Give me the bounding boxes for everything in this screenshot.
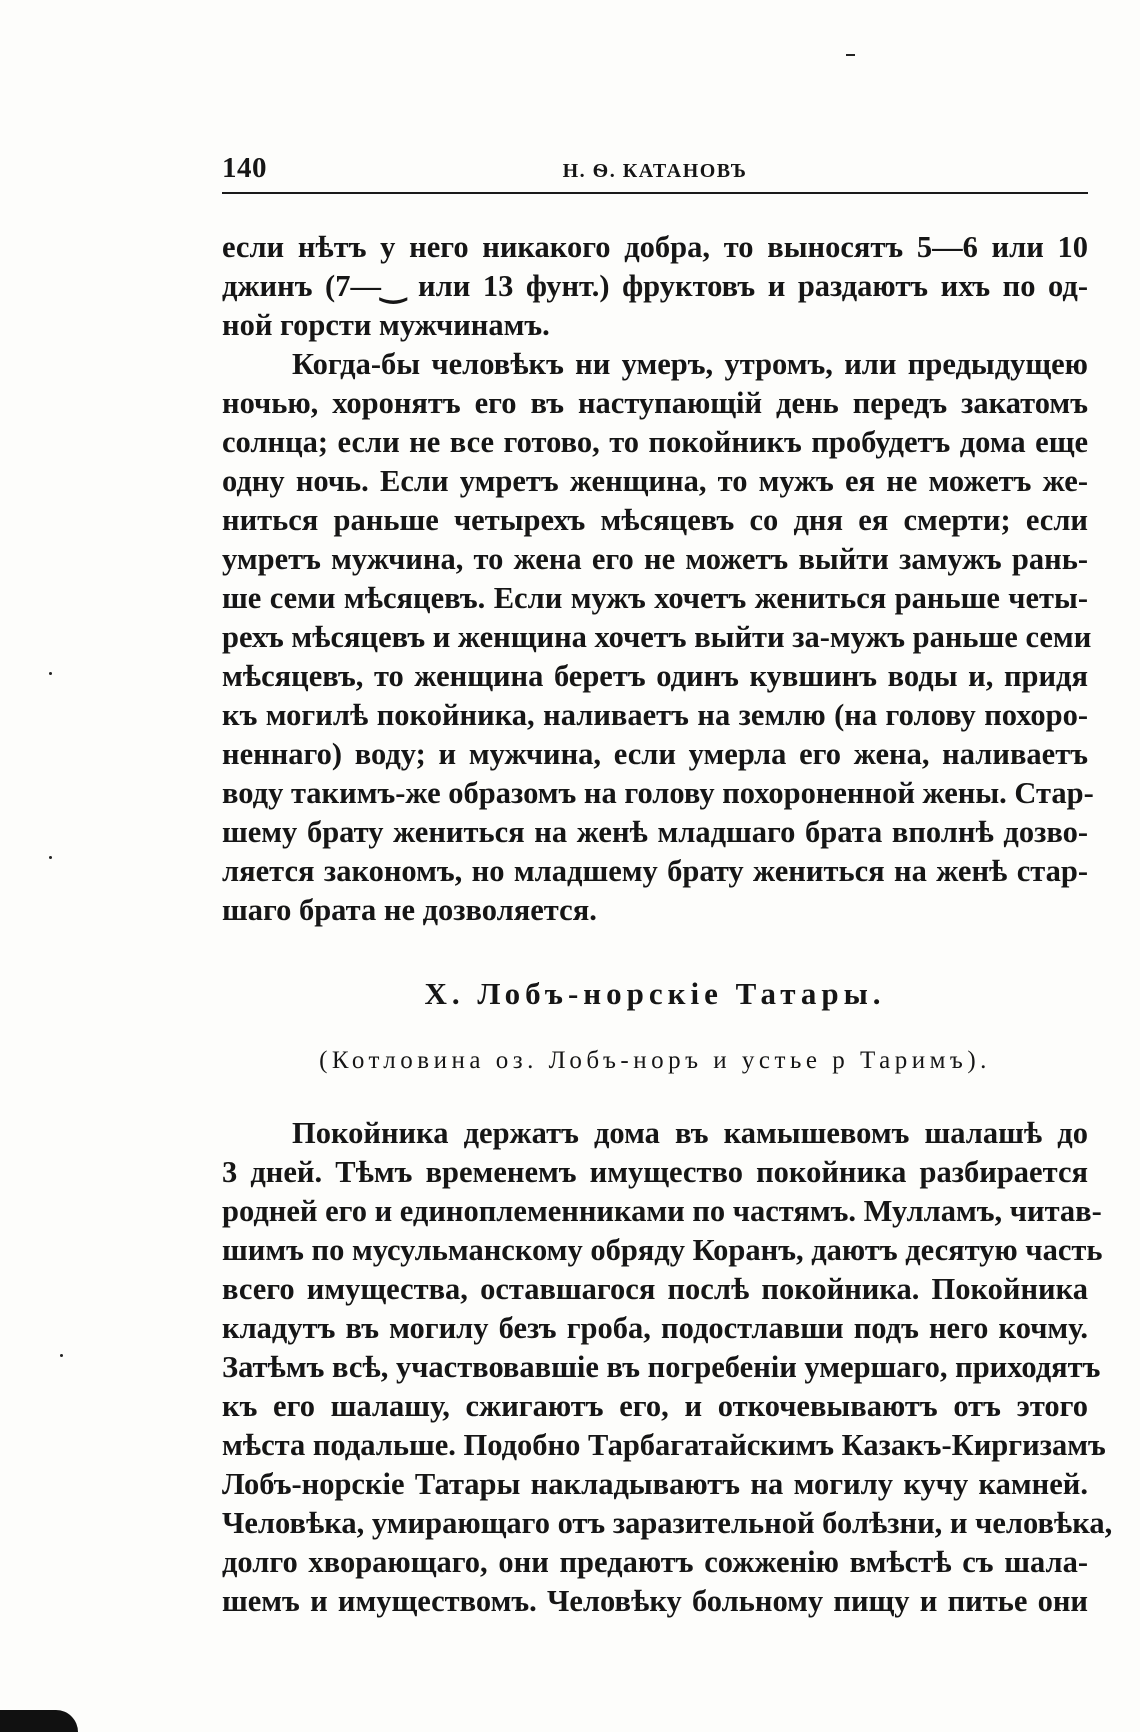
text-line: неннаго) воду; и мужчина, если умерла его жена, наливаетъ [222, 737, 1088, 771]
text-line: ночью, хоронятъ его въ наступающій день передъ закатомъ [222, 386, 1088, 420]
book-page [222, 150, 1113, 1621]
scan-speck [49, 672, 52, 675]
scan-speck [60, 1354, 63, 1357]
text-line: ниться раньше четырехъ мѣсяцевъ со дня ея смерти; если [222, 503, 1088, 537]
text-line: шимъ по мусульманскому обряду Коранъ, даютъ десятую часть [222, 1233, 1103, 1267]
text-line: шему брату жениться на женѣ младшаго брата вполнѣ дозво- [222, 815, 1088, 849]
text-line: Лобъ-норскіе Татары накладываютъ на могилу кучу камней. [222, 1467, 1088, 1501]
text-line: одну ночь. Если умретъ женщина, то мужъ ея не можетъ же- [222, 464, 1088, 498]
text-line: къ могилѣ покойника, наливаетъ на землю (на голову похоро- [222, 698, 1088, 732]
text-line: 3 дней. Тѣмъ временемъ имущество покойника разбирается [222, 1155, 1088, 1189]
text-line: если нѣтъ у него никакого добра, то выносятъ 5—6 или 10 [222, 230, 1088, 264]
text-line: шаго брата не дозволяется. [222, 893, 597, 927]
scan-speck [49, 856, 52, 859]
paragraph [222, 345, 1094, 930]
text-line: умретъ мужчина, то жена его не можетъ выйти замужъ рань- [222, 542, 1088, 576]
running-title: Н. Ѳ. КАТАНОВЪ [562, 160, 748, 182]
text-line: джинъ (7—‿ или 13 фунт.) фруктовъ и раздаютъ ихъ по од- [222, 269, 1088, 303]
text-line: Человѣка, умирающаго отъ заразительной болѣзни, и человѣка, [222, 1506, 1113, 1540]
paragraph-continued [222, 228, 1088, 345]
text-line: Затѣмъ всѣ, участвовавшіе въ погребеніи умершаго, приходятъ [222, 1350, 1101, 1384]
section-title: X. Лобъ-норскіе Татары. [424, 976, 886, 1011]
text-line: Когда-бы человѣкъ ни умеръ, утромъ, или предыдущею [292, 347, 1088, 381]
text-line: всего имущества, оставшагося послѣ покойника. Покойника [222, 1272, 1088, 1306]
text-line: кладутъ въ могилу безъ гроба, подостлавши подъ него кочму. [222, 1311, 1088, 1345]
text-line: долго хворающаго, они предаютъ сожженію вмѣстѣ съ шала- [222, 1545, 1088, 1579]
body-text [222, 228, 1113, 1621]
text-line: мѣсяцевъ, то женщина беретъ одинъ кувшинъ воды и, придя [222, 659, 1088, 693]
text-line: ной горсти мужчинамъ. [222, 308, 550, 342]
text-line: шемъ и имуществомъ. Человѣку больному пищу и питье они [222, 1584, 1088, 1618]
scan-speck [846, 54, 855, 56]
section-subtitle: (Котловина оз. Лобъ-норъ и устье р Таримъ). [319, 1047, 991, 1074]
text-line: мѣста подальше. Подобно Тарбагатайскимъ Казакъ-Киргизамъ [222, 1428, 1106, 1462]
text-line: родней его и единоплеменниками по частямъ. Мулламъ, читав- [222, 1194, 1102, 1228]
text-line: ше семи мѣсяцевъ. Если мужъ хочетъ жениться раньше четы- [222, 581, 1088, 615]
text-line: къ его шалашу, сжигаютъ его, и откочевываютъ отъ этого [222, 1389, 1088, 1423]
scan-blot [0, 1710, 78, 1732]
running-head [222, 150, 1088, 194]
text-line: ляется закономъ, но младшему брату жениться на женѣ стар- [222, 854, 1088, 888]
text-line: солнца; если не все готово, то покойникъ пробудетъ дома еще [222, 425, 1088, 459]
text-line: Покойника держатъ дома въ камышевомъ шалашѣ до [292, 1116, 1088, 1150]
text-line: рехъ мѣсяцевъ и женщина хочетъ выйти за-мужъ раньше семи [222, 620, 1092, 654]
page-number: 140 [222, 152, 267, 184]
section-paragraph [222, 1114, 1113, 1621]
text-line: воду такимъ-же образомъ на голову похороненной жены. Стар- [222, 776, 1094, 810]
